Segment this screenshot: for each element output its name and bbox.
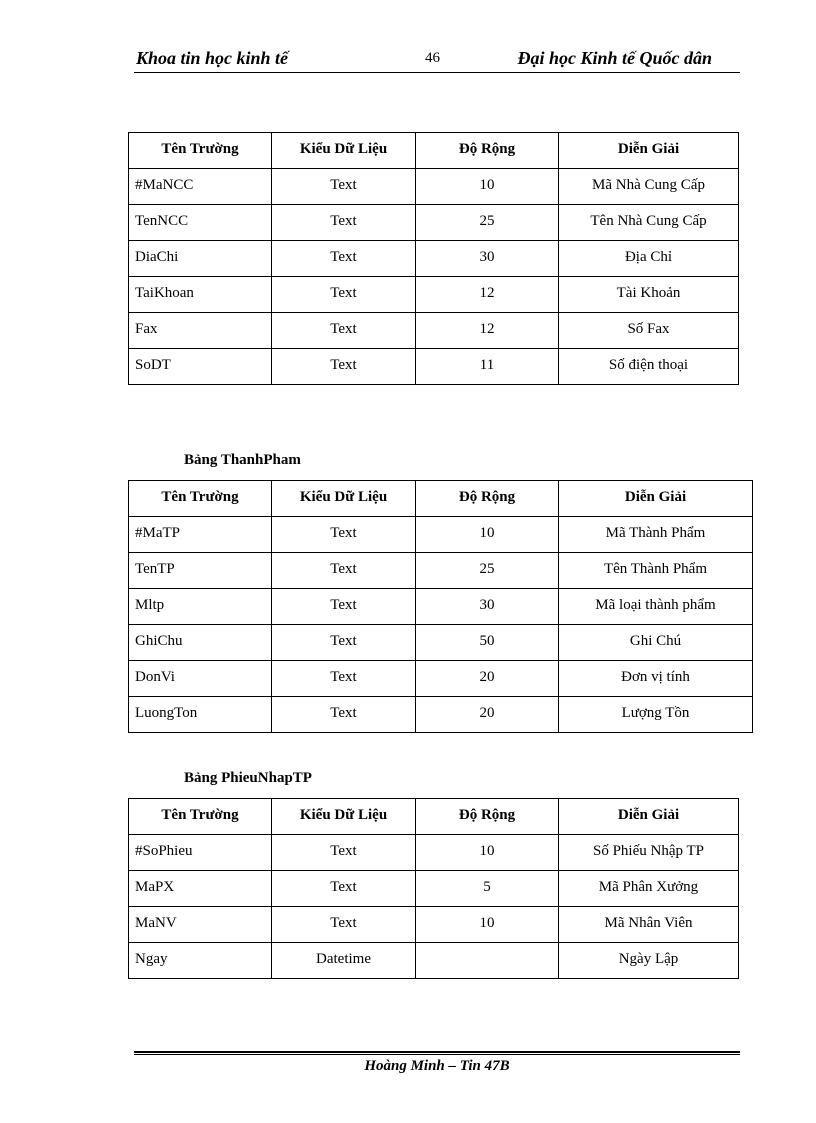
description: Mã Nhà Cung Cấp (559, 169, 739, 205)
table-row (129, 625, 753, 661)
table-row (129, 349, 739, 385)
data-type: Text (272, 553, 416, 589)
field-width: 12 (416, 313, 559, 349)
header-university: Đại học Kinh tế Quốc dân (517, 48, 712, 68)
data-type: Text (272, 349, 416, 385)
data-type: Text (272, 661, 416, 697)
field-name: Fax (129, 313, 272, 349)
table-row (129, 589, 753, 625)
field-width: 30 (416, 589, 559, 625)
field-name: TaiKhoan (129, 277, 272, 313)
description: Tên Nhà Cung Cấp (559, 205, 739, 241)
table-row (129, 517, 753, 553)
field-name: TenNCC (129, 205, 272, 241)
data-type: Text (272, 517, 416, 553)
supplier-table (128, 132, 739, 385)
table-row (129, 205, 739, 241)
description: Lượng Tồn (559, 697, 753, 733)
col-header-width: Độ Rộng (416, 799, 559, 835)
field-width: 20 (416, 661, 559, 697)
data-type: Text (272, 835, 416, 871)
description: Mã Thành Phẩm (559, 517, 753, 553)
field-width: 10 (416, 835, 559, 871)
field-name: LuongTon (129, 697, 272, 733)
description: Tên Thành Phẩm (559, 553, 753, 589)
table-row (129, 277, 739, 313)
field-width: 30 (416, 241, 559, 277)
thanhpham-table (128, 480, 753, 733)
col-header-description: Diễn Giải (559, 133, 739, 169)
data-type: Text (272, 313, 416, 349)
field-name: TenTP (129, 553, 272, 589)
field-width: 5 (416, 871, 559, 907)
data-type: Text (272, 697, 416, 733)
field-width: 12 (416, 277, 559, 313)
table-row (129, 169, 739, 205)
page-footer: Hoàng Minh – Tin 47B (364, 1058, 510, 1074)
page-header (134, 48, 740, 73)
data-type: Text (272, 241, 416, 277)
col-header-width: Độ Rộng (416, 133, 559, 169)
col-header-width: Độ Rộng (416, 481, 559, 517)
table-caption-phieunhaptp: Bảng PhieuNhapTP (184, 770, 312, 786)
field-width: 10 (416, 169, 559, 205)
field-name: MaPX (129, 871, 272, 907)
col-header-description: Diễn Giải (559, 481, 753, 517)
description: Đơn vị tính (559, 661, 753, 697)
table-row (129, 871, 739, 907)
field-name: GhiChu (129, 625, 272, 661)
field-name: #MaTP (129, 517, 272, 553)
table-header-row (129, 481, 753, 517)
field-name: #MaNCC (129, 169, 272, 205)
col-header-field-name: Tên Trường (129, 481, 272, 517)
field-name: DiaChi (129, 241, 272, 277)
page-number: 46 (425, 50, 440, 66)
description: Số Phiếu Nhập TP (559, 835, 739, 871)
field-name: Mltp (129, 589, 272, 625)
col-header-data-type: Kiểu Dữ Liệu (272, 799, 416, 835)
description: Địa Chỉ (559, 241, 739, 277)
field-width (416, 943, 559, 979)
field-name: #SoPhieu (129, 835, 272, 871)
table-header-row (129, 799, 739, 835)
table-row (129, 241, 739, 277)
data-type: Text (272, 589, 416, 625)
table-row (129, 661, 753, 697)
data-type: Text (272, 871, 416, 907)
field-name: Ngay (129, 943, 272, 979)
data-type: Text (272, 907, 416, 943)
col-header-description: Diễn Giải (559, 799, 739, 835)
field-name: MaNV (129, 907, 272, 943)
table-row (129, 907, 739, 943)
description: Ghi Chú (559, 625, 753, 661)
data-type: Text (272, 277, 416, 313)
field-name: SoDT (129, 349, 272, 385)
field-width: 25 (416, 205, 559, 241)
col-header-data-type: Kiểu Dữ Liệu (272, 481, 416, 517)
col-header-field-name: Tên Trường (129, 799, 272, 835)
table-caption-thanhpham: Bảng ThanhPham (184, 452, 301, 468)
table-row (129, 943, 739, 979)
data-type: Text (272, 625, 416, 661)
data-type: Text (272, 169, 416, 205)
table-row (129, 553, 753, 589)
description: Mã Nhân Viên (559, 907, 739, 943)
col-header-field-name: Tên Trường (129, 133, 272, 169)
field-width: 20 (416, 697, 559, 733)
header-faculty: Khoa tin học kinh tế (136, 48, 289, 68)
description: Số Fax (559, 313, 739, 349)
description: Mã loại thành phẩm (559, 589, 753, 625)
table-row (129, 313, 739, 349)
field-width: 50 (416, 625, 559, 661)
table-row (129, 697, 753, 733)
description: Mã Phân Xưởng (559, 871, 739, 907)
description: Số điện thoại (559, 349, 739, 385)
field-name: DonVi (129, 661, 272, 697)
col-header-data-type: Kiểu Dữ Liệu (272, 133, 416, 169)
data-type: Text (272, 205, 416, 241)
footer-rule (134, 1051, 740, 1055)
table-row (129, 835, 739, 871)
phieunhaptp-table (128, 798, 739, 979)
field-width: 10 (416, 517, 559, 553)
description: Ngày Lập (559, 943, 739, 979)
description: Tài Khoản (559, 277, 739, 313)
table-header-row (129, 133, 739, 169)
field-width: 11 (416, 349, 559, 385)
field-width: 25 (416, 553, 559, 589)
field-width: 10 (416, 907, 559, 943)
data-type: Datetime (272, 943, 416, 979)
